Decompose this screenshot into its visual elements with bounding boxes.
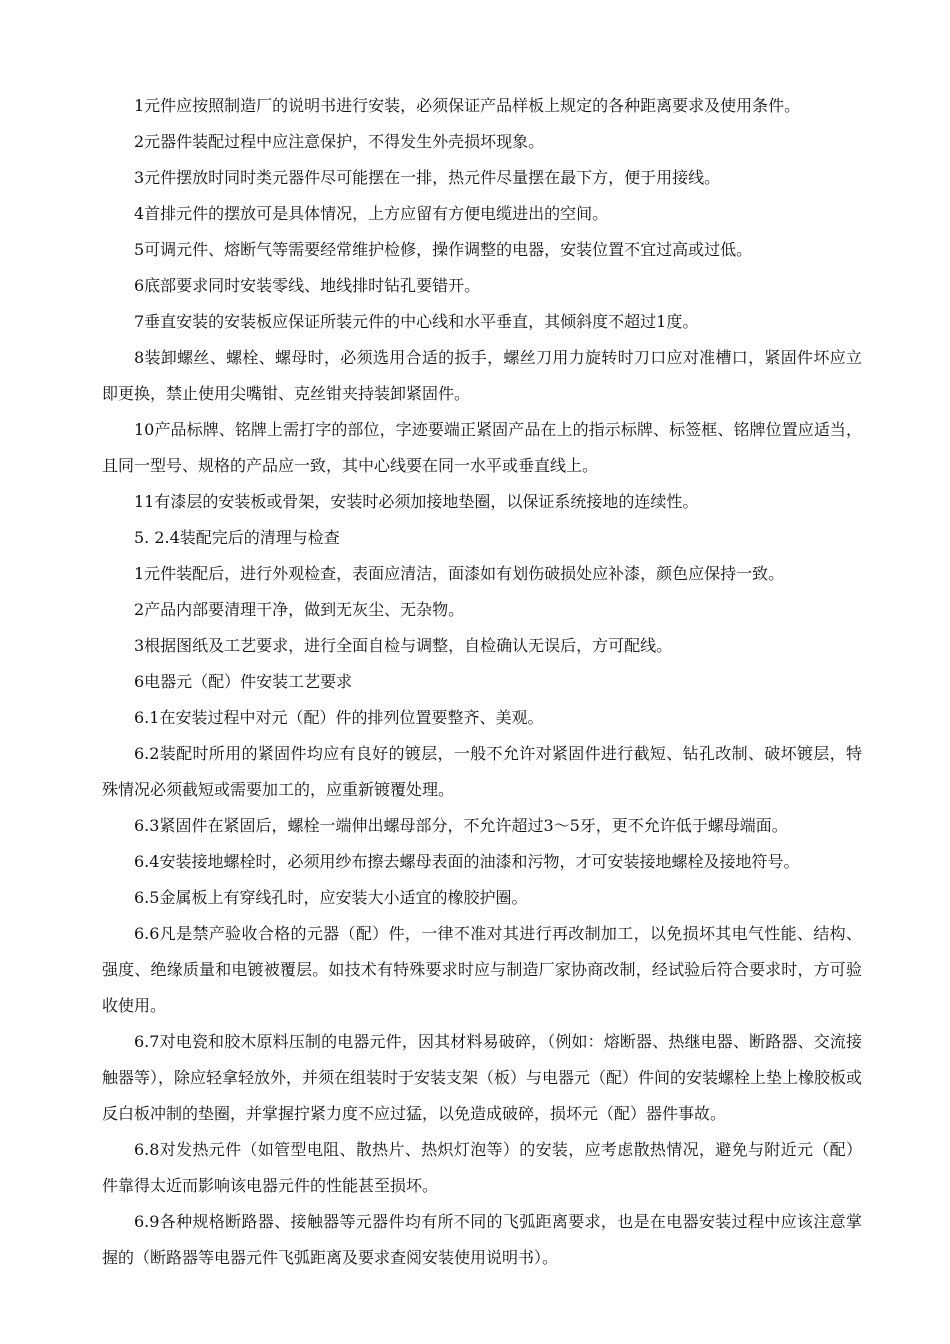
- paragraph-11: 11有漆层的安装板或骨架，安装时必须加接地垫圈，以保证系统接地的连续性。: [134, 492, 699, 511]
- paragraph-6: 6底部要求同时安装零线、地线排时钻孔要错开。: [134, 276, 481, 295]
- paragraph-6-7: 6.7对电瓷和胶木原料压制的电器元件，因其材料易破碎，（例如：熔断器、热继电器、断路器、交流接触器等），除应轻拿轻放外，并须在组装时于安装支架（板）与电器元（配）件间的安装螺栓上垫上橡胶板或反白板冲制的垫圈，并掌握拧紧力度不应过猛，以免造成破碎，损坏元（配）器件事故。: [102, 1032, 863, 1123]
- paragraph-8: 8装卸螺丝、螺栓、螺母时，必须选用合适的扳手，螺丝刀用力旋转时刀口应对准槽口，紧固件坏应立即更换，禁止使用尖嘴钳、克丝钳夹持装卸紧固件。: [102, 348, 862, 403]
- section-heading-6: 6电器元（配）件安装工艺要求: [134, 672, 353, 691]
- document-body: [102, 88, 862, 1276]
- section-heading-5-2-4: 5. 2.4装配完后的清理与检查: [134, 528, 340, 547]
- paragraph-6-1: 6.1在安装过程中对元（配）件的排列位置要整齐、美观。: [134, 708, 544, 727]
- paragraph-cleanup-2: 2产品内部要清理干净，做到无灰尘、无杂物。: [134, 600, 465, 619]
- paragraph-4: 4首排元件的摆放可是具体情况，上方应留有方便电缆进出的空间。: [134, 204, 609, 223]
- paragraph-1: 1元件应按照制造厂的说明书进行安装，必须保证产品样板上规定的各种距离要求及使用条件。: [134, 96, 801, 115]
- paragraph-5: 5可调元件、熔断气等需要经常维护检修，操作调整的电器，安装位置不宜过高或过低。: [134, 240, 753, 259]
- paragraph-6-2: 6.2装配时所用的紧固件均应有良好的镀层，一般不允许对紧固件进行截短、钻孔改制、破坏镀层，特殊情况必须截短或需要加工的，应重新镀覆处理。: [102, 744, 862, 799]
- paragraph-10: 10产品标牌、铭牌上需打字的部位，字迹要端正紧固产品在上的指示标牌、标签框、铭牌位置应适当，且同一型号、规格的产品应一致，其中心线要在同一水平或垂直线上。: [102, 420, 862, 475]
- paragraph-6-4: 6.4安装接地螺栓时，必须用纱布擦去螺母表面的油漆和污物，才可安装接地螺栓及接地符号。: [134, 852, 800, 871]
- paragraph-6-5: 6.5金属板上有穿线孔时，应安装大小适宜的橡胶护圈。: [134, 888, 528, 907]
- paragraph-3: 3元件摆放时同时类元器件尽可能摆在一排，热元件尽量摆在最下方，便于用接线。: [134, 168, 721, 187]
- paragraph-cleanup-1: 1元件装配后，进行外观检查，表面应清洁，面漆如有划伤破损处应补漆，颜色应保持一致。: [134, 564, 785, 583]
- paragraph-6-8: 6.8对发热元件（如管型电阻、散热片、热炽灯泡等）的安装，应考虑散热情况，避免与附近元（配）件靠得太近而影响该电器元件的性能甚至损坏。: [102, 1140, 862, 1195]
- paragraph-6-6: 6.6凡是禁产验收合格的元器（配）件，一律不准对其进行再改制加工，以免损坏其电气性能、结构、强度、绝缘质量和电镀被覆层。如技术有特殊要求时应与制造厂家协商改制，经试验后符合要求时，方可验收使用。: [102, 924, 862, 1015]
- paragraph-cleanup-3: 3根据图纸及工艺要求，进行全面自检与调整，自检确认无误后，方可配线。: [134, 636, 673, 655]
- paragraph-6-9: 6.9各种规格断路器、接触器等元器件均有所不同的飞弧距离要求，也是在电器安装过程中应该注意掌握的（断路器等电器元件飞弧距离及要求查阅安装使用说明书）。: [102, 1212, 862, 1267]
- paragraph-2: 2元器件装配过程中应注意保护，不得发生外壳损坏现象。: [134, 132, 545, 151]
- paragraph-6-3: 6.3紧固件在紧固后，螺栓一端伸出螺母部分，不允许超过3～5牙，更不允许低于螺母端面。: [134, 816, 788, 835]
- paragraph-7: 7垂直安装的安装板应保证所装元件的中心线和水平垂直，其倾斜度不超过1度。: [134, 312, 699, 331]
